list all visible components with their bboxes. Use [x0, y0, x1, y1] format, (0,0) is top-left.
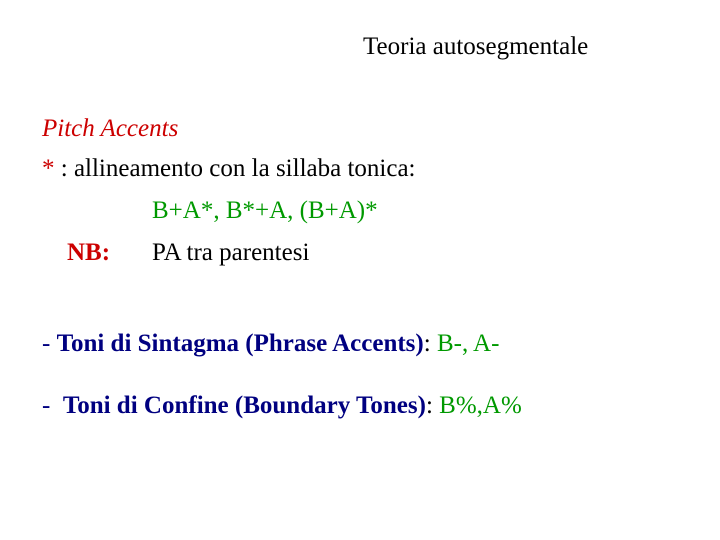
pitch-accent-examples: B+A*, B*+A, (B+A)*	[152, 197, 378, 224]
nb-text: PA tra parentesi	[152, 239, 310, 266]
phrase-dash: -	[42, 330, 57, 357]
phrase-accents-values: B-, A-	[436, 330, 500, 357]
boundary-tones-label: Toni di Confine (Boundary Tones)	[62, 392, 426, 419]
boundary-tones-values: B%,A%	[439, 392, 522, 419]
phrase-colon: :	[423, 330, 437, 357]
slide-title: Teoria autosegmentale	[363, 33, 589, 60]
phrase-accents-line	[42, 329, 499, 359]
phrase-accents-label: Toni di Sintagma (Phrase Accents)	[56, 330, 424, 357]
nb-note	[67, 238, 309, 268]
star-marker: *	[42, 155, 55, 182]
boundary-colon: :	[425, 392, 440, 419]
boundary-dash: -	[42, 392, 63, 419]
alignment-description: : allineamento con la sillaba tonica:	[54, 155, 416, 182]
pitch-accents-heading: Pitch Accents	[42, 115, 179, 142]
alignment-line	[42, 154, 416, 184]
boundary-tones-line	[42, 391, 522, 421]
nb-label: NB:	[67, 239, 111, 266]
